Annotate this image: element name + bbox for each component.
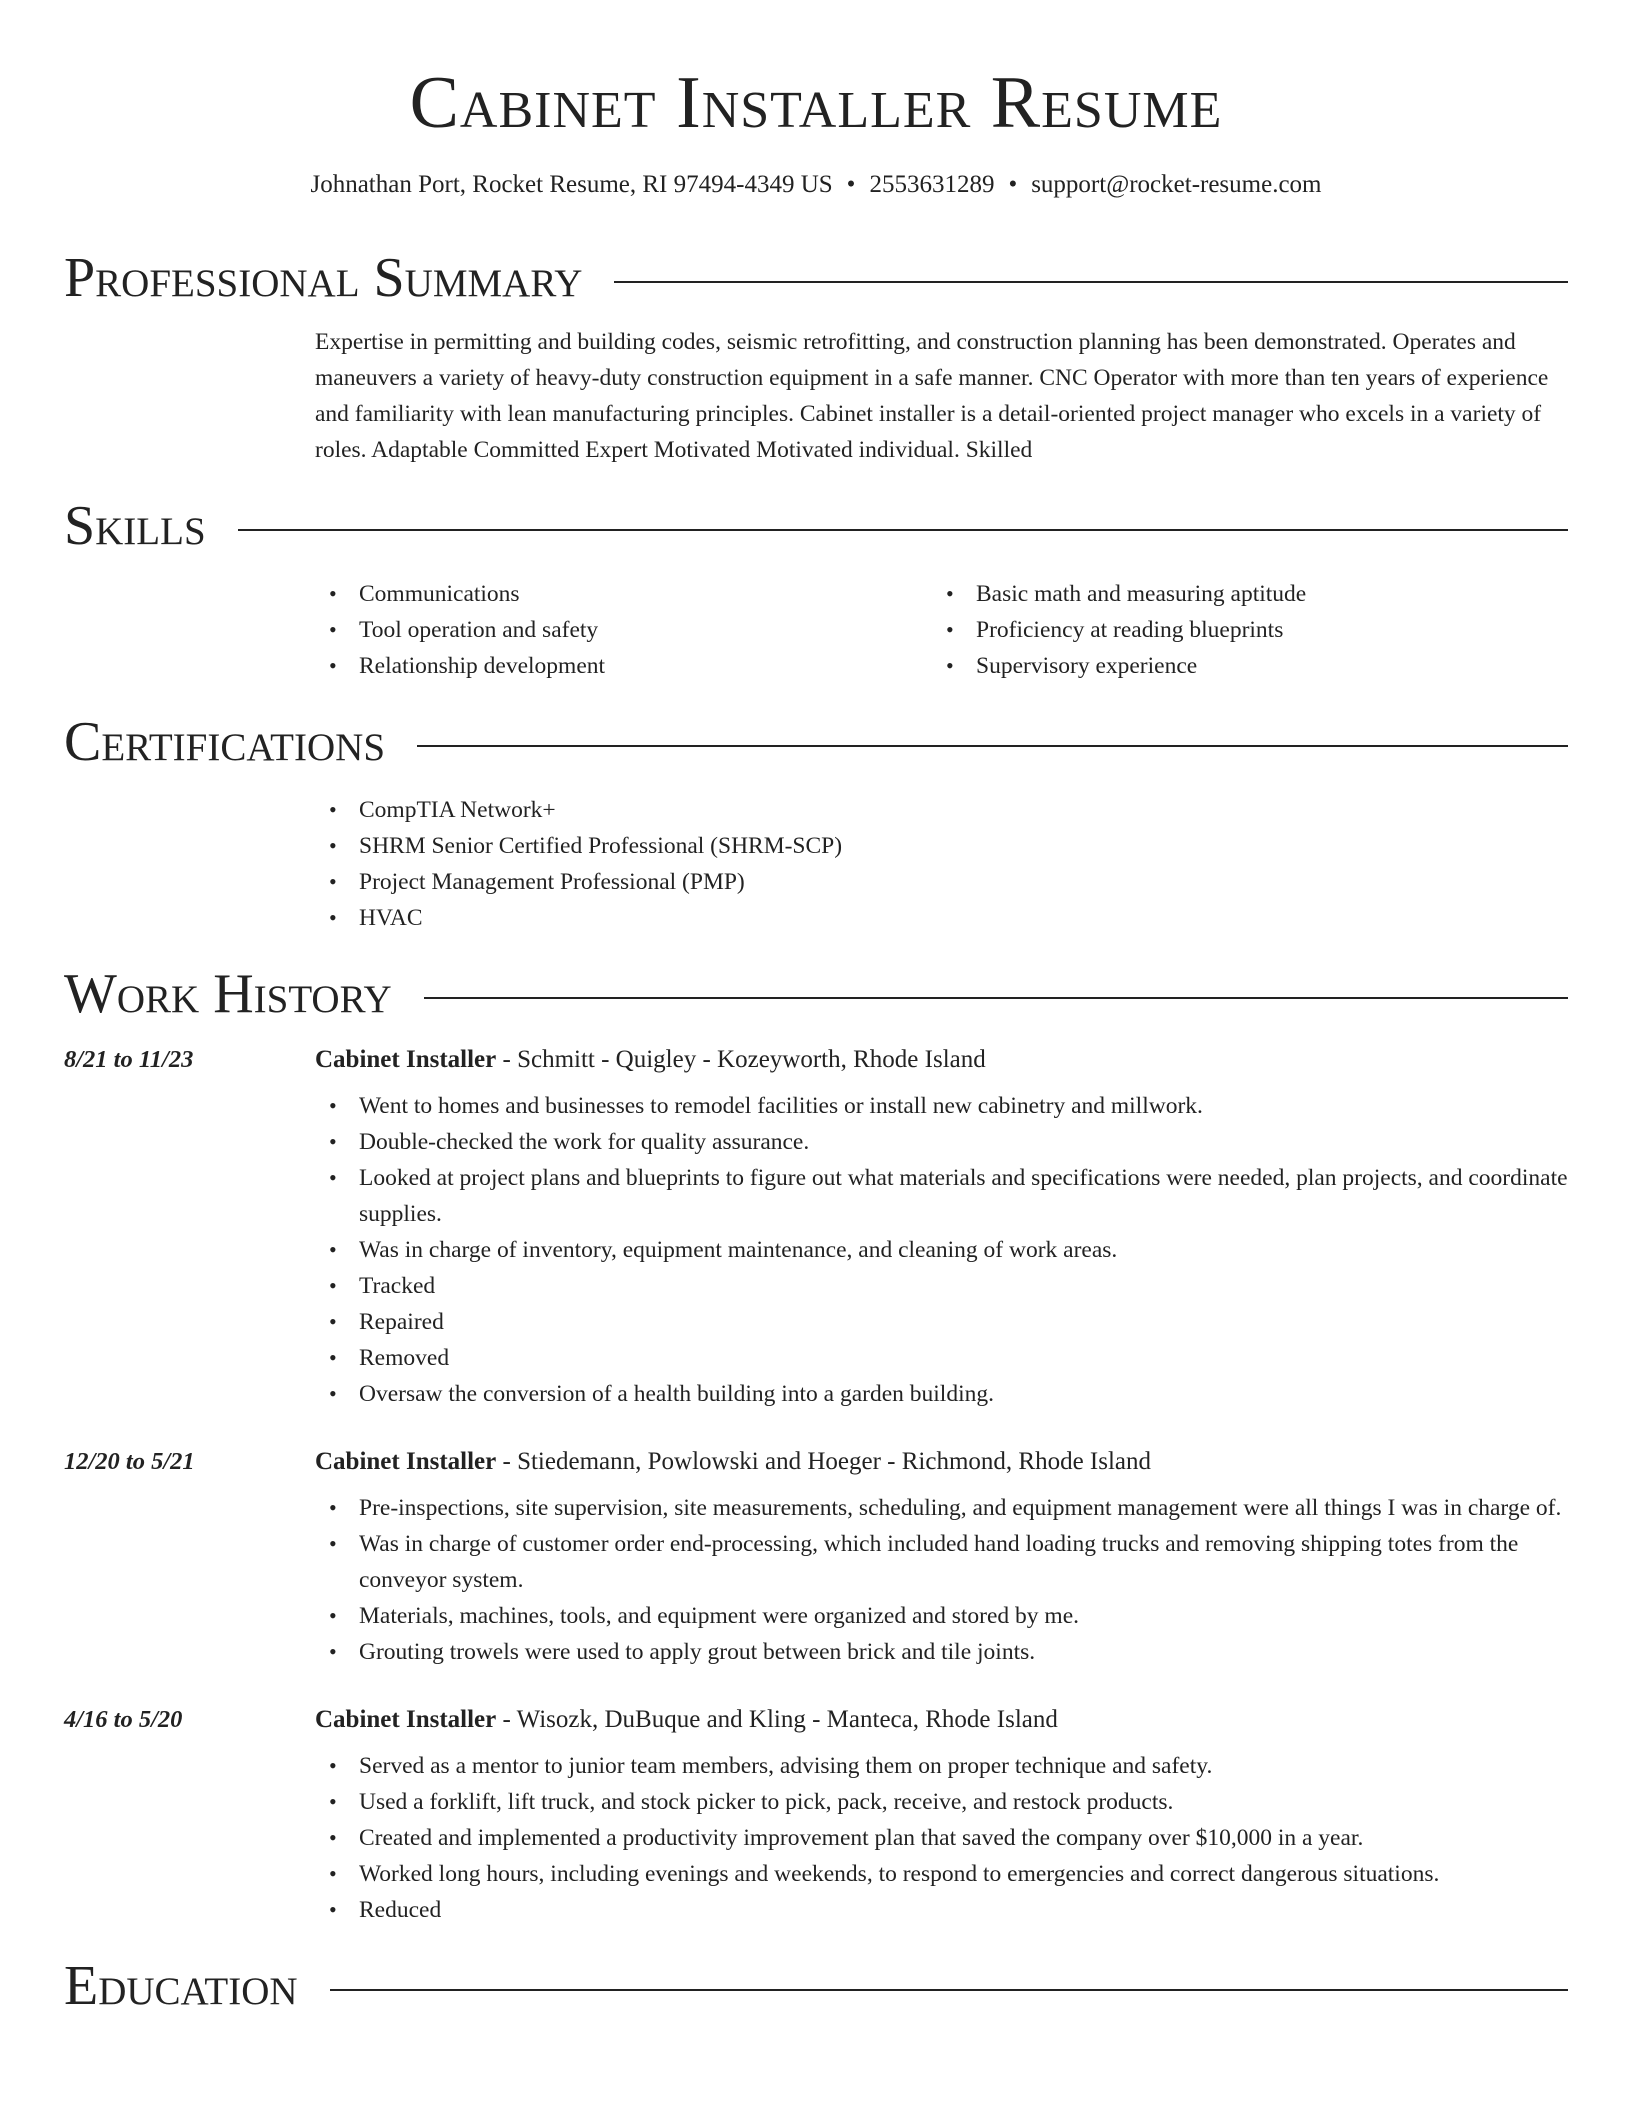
skills-list (315, 576, 1568, 684)
job-employer: - Schmitt - Quigley - Kozeyworth, Rhode Island (496, 1046, 986, 1073)
job-duty: • Worked long hours, including evenings and weekends, to respond to emergencies and correct dangerous situations. (315, 1856, 1568, 1892)
skill-item: • Supervisory experience (932, 648, 1549, 684)
skills-column-right (932, 576, 1549, 684)
contact-separator: • (846, 171, 856, 198)
job-title-line (315, 1448, 1151, 1476)
job-entry (64, 1046, 1568, 1412)
job-dates: 12/20 to 5/21 (64, 1448, 195, 1475)
section-divider (614, 281, 1568, 283)
contact-phone: 2553631289 (869, 171, 995, 198)
certification-item: • SHRM Senior Certified Professional (SHRM-SCP) (315, 828, 1568, 864)
skill-item: • Tool operation and safety (315, 612, 932, 648)
job-duty: • Removed (315, 1340, 1568, 1376)
job-duty: • Double-checked the work for quality assurance. (315, 1124, 1568, 1160)
job-title-line (315, 1046, 986, 1074)
certifications-list (315, 792, 1568, 936)
job-duty: • Reduced (315, 1892, 1568, 1928)
work-history-section-header (64, 963, 1568, 1025)
skills-section-header (64, 495, 1568, 557)
skill-item: • Basic math and measuring aptitude (932, 576, 1549, 612)
contact-separator: • (1008, 171, 1018, 198)
skill-item: • Proficiency at reading blueprints (932, 612, 1549, 648)
job-dates: 8/21 to 11/23 (64, 1046, 194, 1073)
certifications-heading: Certifications (64, 711, 386, 773)
job-duty: • Pre-inspections, site supervision, site measurements, scheduling, and equipment management were all things I was in charge of. (315, 1490, 1568, 1526)
certification-item: • CompTIA Network+ (315, 792, 1568, 828)
contact-email: support@rocket-resume.com (1031, 171, 1322, 198)
skills-heading: Skills (64, 495, 206, 557)
section-divider (417, 745, 1568, 747)
certification-item: • HVAC (315, 900, 1568, 936)
job-duty: • Used a forklift, lift truck, and stock picker to pick, pack, receive, and restock products. (315, 1784, 1568, 1820)
summary-section-header (64, 247, 1568, 309)
education-section-header (64, 1955, 1568, 2017)
summary-heading: Professional Summary (64, 247, 583, 309)
education-heading: Education (64, 1955, 298, 2017)
job-duties (315, 1490, 1568, 1670)
job-title: Cabinet Installer (315, 1706, 497, 1733)
section-divider (424, 997, 1568, 999)
section-divider (330, 1989, 1568, 1991)
job-duty: • Served as a mentor to junior team members, advising them on proper technique and safety. (315, 1748, 1568, 1784)
job-duty: • Was in charge of customer order end-processing, which included hand loading trucks and removing shipping totes from the conveyor system. (315, 1526, 1568, 1598)
skill-item: • Communications (315, 576, 932, 612)
contact-address: Johnathan Port, Rocket Resume, RI 97494-4349 US (310, 171, 833, 198)
skills-column-left (315, 576, 932, 684)
job-duty: • Grouting trowels were used to apply grout between brick and tile joints. (315, 1634, 1568, 1670)
certifications-section-header (64, 711, 1568, 773)
job-entry (64, 1706, 1568, 1928)
job-employer: - Stiedemann, Powlowski and Hoeger - Richmond, Rhode Island (496, 1448, 1152, 1475)
section-divider (238, 529, 1568, 531)
job-duties (315, 1748, 1568, 1928)
job-duty: • Oversaw the conversion of a health building into a garden building. (315, 1376, 1568, 1412)
contact-line (64, 170, 1568, 200)
work-history-heading: Work History (64, 963, 392, 1025)
job-title: Cabinet Installer (315, 1448, 497, 1475)
job-duty: • Was in charge of inventory, equipment maintenance, and cleaning of work areas. (315, 1232, 1568, 1268)
job-duties (315, 1088, 1568, 1412)
job-title: Cabinet Installer (315, 1046, 497, 1073)
certification-item: • Project Management Professional (PMP) (315, 864, 1568, 900)
job-duty: • Tracked (315, 1268, 1568, 1304)
skill-item: • Relationship development (315, 648, 932, 684)
job-dates: 4/16 to 5/20 (64, 1706, 183, 1733)
job-duty: • Repaired (315, 1304, 1568, 1340)
job-duty: • Went to homes and businesses to remodel facilities or install new cabinetry and millwork. (315, 1088, 1568, 1124)
summary-text: Expertise in permitting and building codes, seismic retrofitting, and construction planning has been demonstrated. Operates and maneuvers a variety of heavy-duty construction equipment in a safe manner. CNC Operator with more than ten years of experience and familiarity with lean manufacturing principles. Cabinet installer is a detail-oriented project manager who excels in a variety of roles. Adaptable Committed Expert Motivated Motivated individual. Skilled (315, 329, 1549, 463)
job-entry (64, 1448, 1568, 1670)
job-duty: • Looked at project plans and blueprints to figure out what materials and specifications were needed, plan projects, and coordinate supplies. (315, 1160, 1568, 1232)
job-duty: • Materials, machines, tools, and equipment were organized and stored by me. (315, 1598, 1568, 1634)
job-title-line (315, 1706, 1058, 1734)
job-employer: - Wisozk, DuBuque and Kling - Manteca, Rhode Island (496, 1706, 1058, 1733)
job-duty: • Created and implemented a productivity improvement plan that saved the company over $10,000 in a year. (315, 1820, 1568, 1856)
resume-title: Cabinet Installer Resume (409, 62, 1223, 144)
